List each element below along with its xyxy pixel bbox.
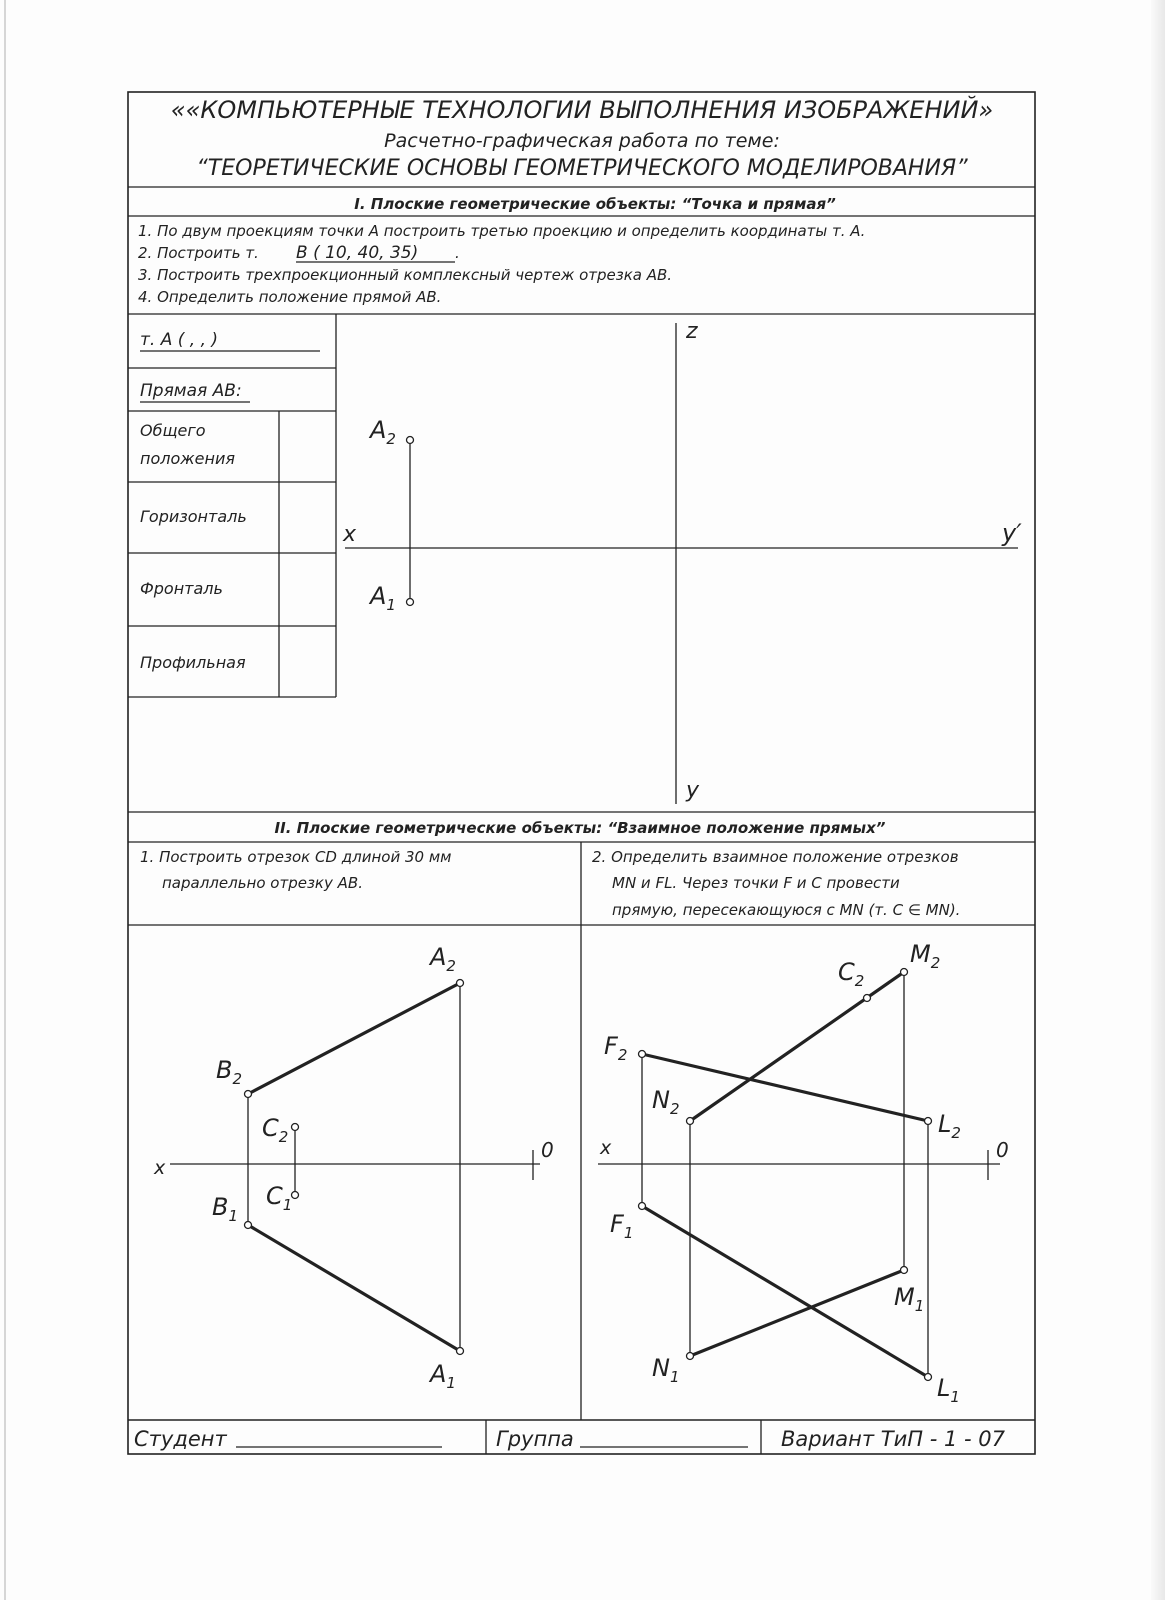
task2-2-line3: прямую, пересекающуюся с MN (т. C ∈ MN). (612, 901, 961, 919)
line-ab-label: Прямая АВ: (140, 381, 242, 401)
label-right-n2: $N_2$ (652, 1086, 680, 1118)
axis-x-label: x (343, 522, 357, 547)
task1-1: 1. По двум проекциям точки А построить третью проекцию и определить координаты т. А. (138, 222, 866, 240)
axis-y-label: y (686, 778, 700, 803)
task1-3: 3. Построить трехпроекционный комплексный чертеж отрезка АВ. (138, 266, 673, 284)
point-right-m1 (901, 1267, 908, 1274)
topic-title: “ТЕОРЕТИЧЕСКИЕ ОСНОВЫ ГЕОМЕТРИЧЕСКОГО МОДЕЛИРОВАНИЯ” (196, 156, 968, 181)
left-axis-x-label: x (154, 1157, 166, 1179)
position-horizontal: Горизонталь (140, 507, 247, 526)
label-right-m2: $M_2$ (910, 940, 941, 972)
label-right-l1: $L_1$ (937, 1374, 960, 1406)
label-a1: $A_1$ (370, 582, 396, 614)
label-right-n1: $N_1$ (652, 1354, 680, 1386)
label-left-a2: $A_2$ (430, 943, 456, 975)
task2-2-line2: MN и FL. Через точки F и C провести (612, 874, 900, 892)
position-general-2: положения (140, 449, 236, 468)
label-right-m1: $M_1$ (894, 1283, 925, 1315)
point-a-coords: т. А ( , , ) (140, 330, 219, 350)
point-right-f2 (639, 1051, 646, 1058)
point-right-n2 (687, 1118, 694, 1125)
label-left-c2: $C_2$ (262, 1114, 289, 1146)
task2-2-line1: 2. Определить взаимное положение отрезков (592, 848, 959, 866)
point-left-a1 (457, 1348, 464, 1355)
label-right-c2: $C_2$ (838, 958, 865, 990)
point-left-b1 (245, 1222, 252, 1229)
point-left-a2 (457, 980, 464, 987)
task2-1-line2: параллельно отрезку AB. (162, 874, 363, 892)
task1-2: 2. Построить т. (138, 244, 259, 262)
label-right-l2: $L_2$ (938, 1110, 961, 1142)
segment-f2l2 (642, 1054, 928, 1121)
point-right-m2 (901, 969, 908, 976)
point-a2 (407, 437, 414, 444)
label-right-f1: $F_1$ (610, 1210, 634, 1242)
task2-1-line1: 1. Построить отрезок CD длиной 30 мм (140, 848, 452, 866)
task1-4: 4. Определить положение прямой АВ. (138, 288, 442, 306)
axis-y1-label: y′ (1002, 519, 1022, 547)
left-axis-origin-label: 0 (541, 1138, 554, 1162)
point-left-c2 (292, 1124, 299, 1131)
right-axis-origin-label: 0 (996, 1138, 1009, 1162)
point-a1 (407, 599, 414, 606)
point-right-f1 (639, 1203, 646, 1210)
group-label: Группа (496, 1427, 574, 1451)
course-title: ««КОМПЬЮТЕРНЫЕ ТЕХНОЛОГИИ ВЫПОЛНЕНИЯ ИЗОБРАЖЕНИЙ» (170, 96, 994, 124)
label-a2: $A_2$ (370, 416, 396, 448)
work-subtitle: Расчетно-графическая работа по теме: (384, 130, 780, 152)
label-left-a1: $A_1$ (430, 1360, 456, 1392)
task1-2-end: . (455, 244, 460, 262)
position-profile: Профильная (140, 653, 246, 672)
variant-label: Вариант ТиП - 1 - 07 (781, 1427, 1005, 1451)
section2-title: II. Плоские геометрические объекты: “Взаимное положение прямых” (274, 819, 886, 837)
segment-f1l1 (642, 1206, 928, 1377)
point-left-c1 (292, 1192, 299, 1199)
section1-title: I. Плоские геометрические объекты: “Точка и прямая” (354, 195, 836, 213)
label-left-b2: $B_2$ (216, 1056, 243, 1088)
point-right-c2 (864, 995, 871, 1002)
student-label: Студент (134, 1427, 227, 1451)
right-axis-x-label: x (600, 1137, 612, 1159)
task1-2-value: В ( 10, 40, 35) (296, 243, 419, 263)
segment-m2n2 (690, 972, 904, 1121)
label-left-c1: $C_1$ (266, 1182, 293, 1214)
axis-z-label: z (686, 319, 698, 344)
label-right-f2: $F_2$ (604, 1032, 628, 1064)
segment-a1b1 (248, 1225, 460, 1351)
point-right-n1 (687, 1353, 694, 1360)
position-general-1: Общего (140, 421, 206, 440)
point-right-l1 (925, 1374, 932, 1381)
position-frontal: Фронталь (140, 579, 223, 598)
point-right-l2 (925, 1118, 932, 1125)
label-left-b1: $B_1$ (212, 1193, 239, 1225)
segment-a2b2 (248, 983, 460, 1094)
point-left-b2 (245, 1091, 252, 1098)
